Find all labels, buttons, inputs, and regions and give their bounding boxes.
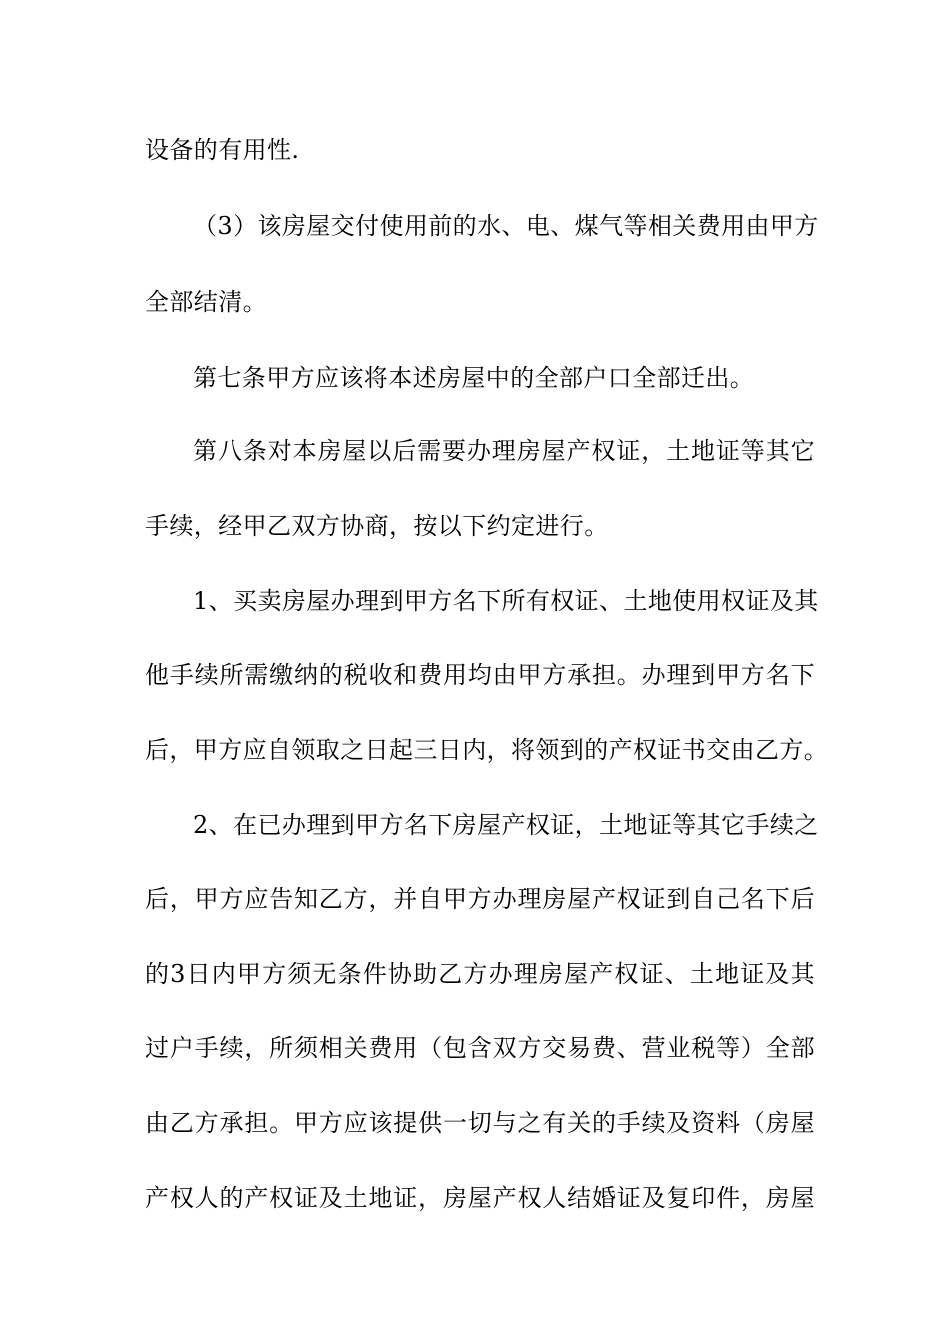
- text-line: 他手续所需缴纳的税收和费用均由甲方承担。办理到甲方名下: [145, 661, 815, 689]
- text-line: （3）该房屋交付使用前的水、电、煤气等相关费用由甲方: [193, 212, 819, 240]
- text-line: 全部结清。: [145, 288, 267, 316]
- text-line: 过户手续，所须相关费用（包含双方交易费、营业税等）全部: [145, 1034, 815, 1062]
- text-line: 1、买卖房屋办理到甲方名下所有权证、土地使用权证及其: [193, 587, 819, 615]
- text-line: 产权人的产权证及土地证，房屋产权人结婚证及复印件，房屋: [145, 1184, 815, 1212]
- text-line: 后，甲方应自领取之日起三日内，将领到的产权证书交由乙方。: [145, 736, 829, 764]
- text-line: 2、在已办理到甲方名下房屋产权证，土地证等其它手续之: [193, 811, 819, 839]
- text-line: 第八条对本房屋以后需要办理房屋产权证，土地证等其它: [193, 437, 815, 465]
- text-line: 由乙方承担。甲方应该提供一切与之有关的手续及资料（房屋: [145, 1109, 815, 1137]
- text-line: 的3日内甲方须无条件协助乙方办理房屋产权证、土地证及其: [145, 960, 815, 988]
- text-line: 后，甲方应告知乙方，并自甲方办理房屋产权证到自己名下后: [145, 885, 815, 913]
- text-line: 第七条甲方应该将本述房屋中的全部户口全部迁出。: [193, 364, 755, 392]
- text-line: 手续，经甲乙双方协商，按以下约定进行。: [145, 512, 609, 540]
- text-line: 设备的有用性.: [145, 136, 300, 164]
